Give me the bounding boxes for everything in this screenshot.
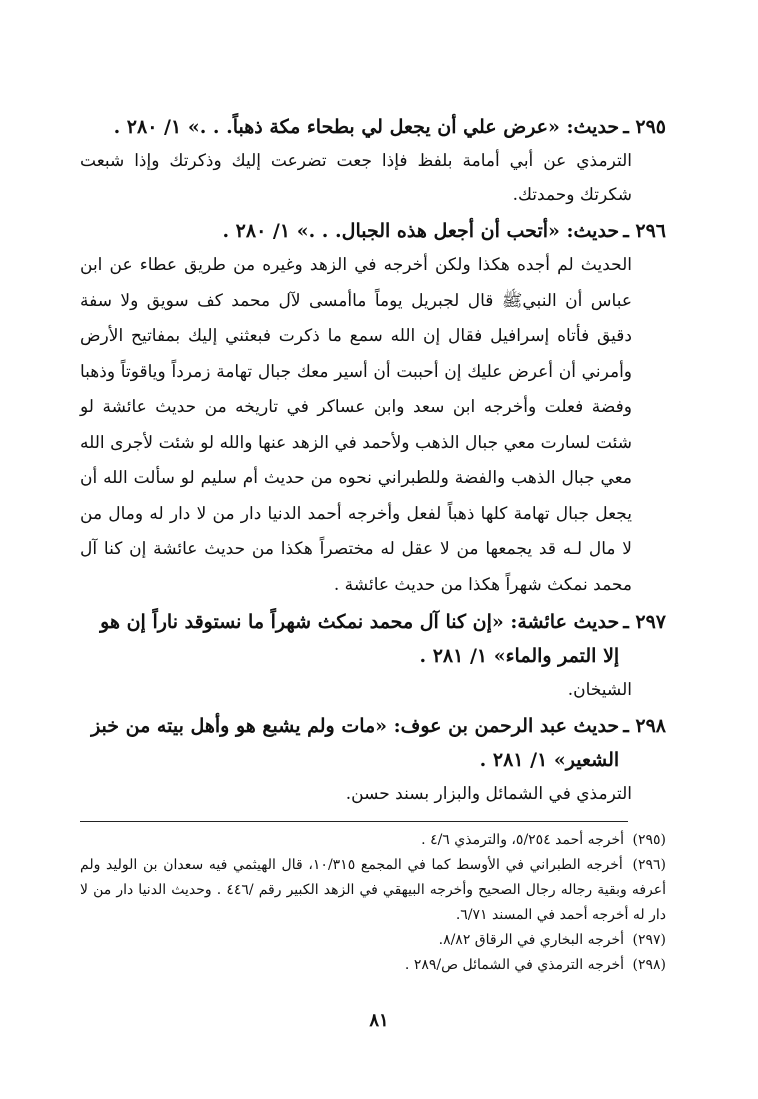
footnotes bbox=[80, 828, 666, 978]
page-number: ٨١ bbox=[369, 1010, 389, 1031]
hadith-heading-text: حديث عبد الرحمن بن عوف: «مات ولم يشبع هو وأهل بيته من خبز الشعير» ١/ ٢٨١ . bbox=[91, 715, 620, 771]
hadith-heading bbox=[80, 110, 666, 144]
hadith-heading bbox=[80, 709, 666, 777]
hadith-entry-298 bbox=[80, 709, 666, 811]
footnote-divider bbox=[80, 821, 628, 822]
footnote-297 bbox=[80, 928, 666, 953]
hadith-heading-text: حديث عائشة: «إن كنا آل محمد نمكث شهراً ما نستوقد ناراً إن هو إلا التمر والماء» ١/ ٢٨١ . bbox=[100, 611, 620, 667]
footnote-295 bbox=[80, 828, 666, 853]
footnote-296 bbox=[80, 853, 666, 928]
hadith-heading-text: حديث: «عرض علي أن يجعل لي بطحاء مكة ذهباً. . .» ١/ ٢٨٠ . bbox=[113, 116, 620, 138]
hadith-takhrij: الترمذي في الشمائل والبزار بسند حسن. bbox=[345, 784, 632, 804]
footnote-text: أخرجه الترمذي في الشمائل ص/٢٨٩ . bbox=[404, 957, 625, 973]
footnote-number: (٢٩٧) bbox=[632, 932, 666, 948]
footnote-text: أخرجه البخاري في الرقاق ٨/٨٢. bbox=[438, 932, 625, 948]
hadith-takhrij: الحديث لم أجده هكذا ولكن أخرجه في الزهد وغيره من طريق عطاء عن ابن عباس أن النبيﷺ قال لجبريل يوماً ماأمسى لآل محمد كف سويق ولا سفة دقيق فأتاه إسرافيل فقال إن الله سمع ما ذكرت فبعثني إليك بمفاتيح الأرض وأمرني أن أعرض عليك إن أحببت أن أسير معك جبال تهامة زمرداً وياقوتاً وذهبا وفضة فعلت وأخرجه ابن سعد وابن عساكر في تاريخه من حديث عائشة لو شئت لسارت معي جبال الذهب ولأحمد في الزهد عنها والله لو شئت لأجرى الله معي جبال الذهب والفضة وللطبراني نحوه من حديث أم سليم لو سألت الله أن يجعل جبال تهامة كلها ذهباً لفعل وأخرجه أحمد الدنيا دار من لا دار له ومال من لا مال لـه قد يجمعها من لا عقل له مختصراً هكذا من حديث عائشة إن كنا آل محمد نمكث شهراً هكذا من حديث عائشة . bbox=[80, 255, 632, 595]
footnote-text: أخرجه الطبراني في الأوسط كما في المجمع ١٠/٣١٥، قال الهيثمي فيه سعدان بن الوليد ولم أعرفه وبقية رجاله رجال الصحيح وأخرجه البيهقي في الزهد الكبير رقم /٤٤٦ . وحديث الدنيا دار من لا دار له أخرجه أحمد في المسند ٦/٧١. bbox=[80, 857, 666, 923]
hadith-number: ٢٩٥ ـ bbox=[623, 116, 666, 138]
hadith-takhrij: الشيخان. bbox=[567, 680, 632, 700]
hadith-entry-296 bbox=[80, 214, 666, 603]
footnote-number: (٢٩٨) bbox=[632, 957, 666, 973]
hadith-number: ٢٩٦ ـ bbox=[623, 220, 666, 242]
footnote-298 bbox=[80, 953, 666, 978]
footnote-text: أخرجه أحمد ٥/٢٥٤، والترمذي ٤/٦ . bbox=[421, 832, 625, 848]
hadith-number: ٢٩٨ ـ bbox=[623, 715, 666, 737]
hadith-heading bbox=[80, 214, 666, 248]
footnote-number: (٢٩٥) bbox=[632, 832, 666, 848]
footnote-number: (٢٩٦) bbox=[632, 857, 667, 873]
hadith-takhrij: الترمذي عن أبي أمامة بلفظ فإذا جعت تضرعت إليك وذكرتك وإذا شبعت شكرتك وحمدتك. bbox=[80, 151, 632, 205]
page-content bbox=[80, 110, 666, 978]
hadith-entry-297 bbox=[80, 605, 666, 707]
hadith-heading-text: حديث: «أتحب أن أجعل هذه الجبال. . .» ١/ ٢٨٠ . bbox=[222, 220, 620, 242]
hadith-heading bbox=[80, 605, 666, 673]
hadith-entry-295 bbox=[80, 110, 666, 212]
hadith-number: ٢٩٧ ـ bbox=[623, 611, 666, 633]
